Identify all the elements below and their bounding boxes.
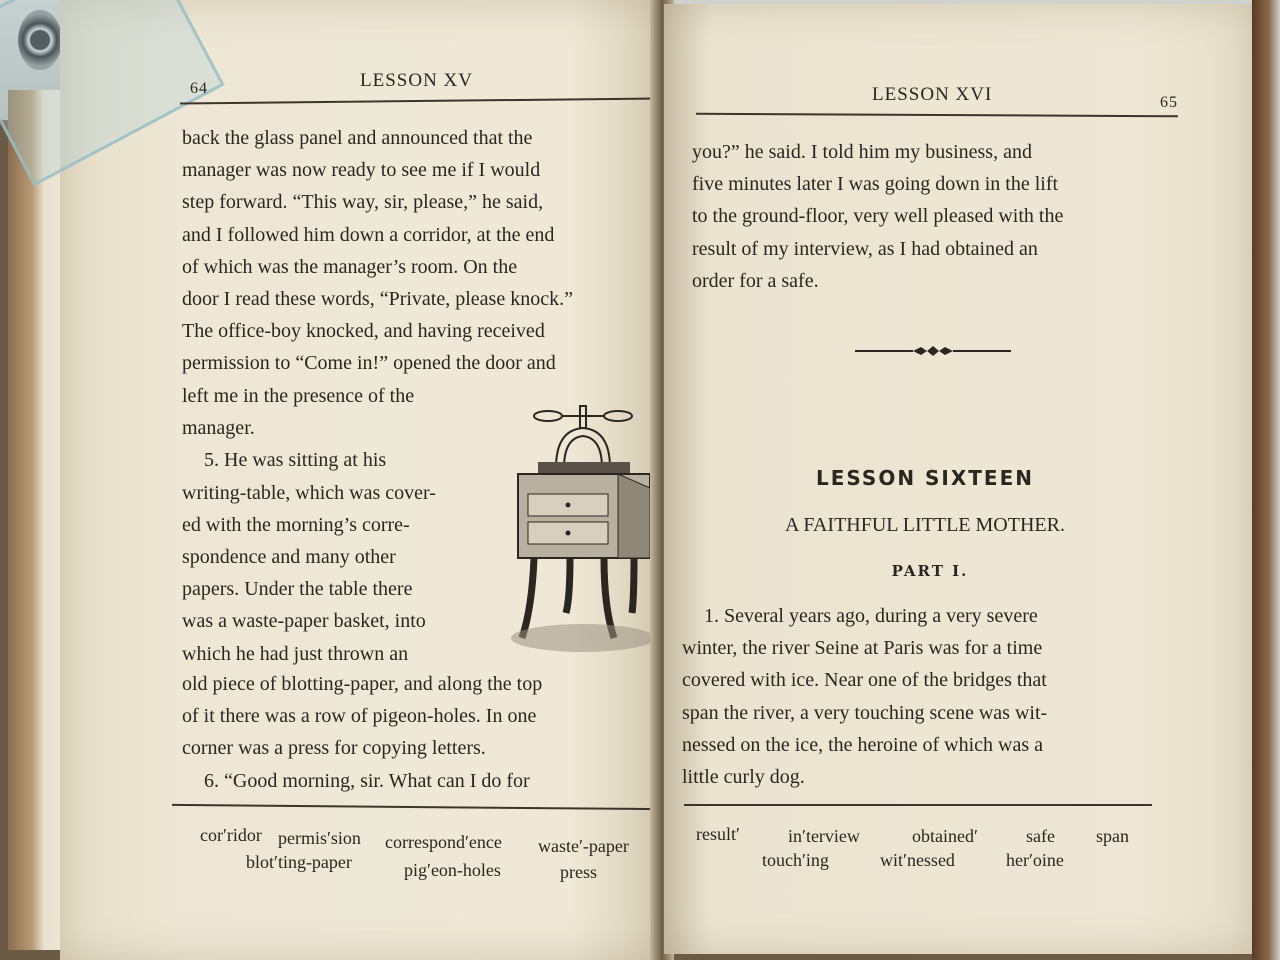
text-line: was a waste-paper basket, into (182, 610, 426, 633)
text-line: of it there was a row of pigeon-holes. In one (182, 705, 537, 728)
left-text-full (182, 122, 656, 380)
text-line: covered with ice. Near one of the bridges that (682, 669, 1047, 692)
text-line: left me in the presence of the (182, 385, 415, 407)
text-line: result of my interview, as I had obtained an (692, 237, 1038, 260)
vocab-word: permis′sion (278, 828, 361, 848)
text-line: manager was now ready to see me if I would (182, 159, 541, 182)
text-line: corner was a press for copying letters. (182, 737, 486, 760)
text-line: five minutes later I was going down in the lift (692, 173, 1059, 196)
text-line: winter, the river Seine at Paris was for a time (682, 637, 1043, 660)
vocab-word: in′terview (788, 826, 860, 846)
right-vocab-rule (684, 804, 1152, 806)
text-line: and I followed him down a corridor, at the end (182, 223, 555, 246)
book-page-edges (8, 90, 68, 950)
text-line: step forward. “This way, sir, please,” he said, (182, 191, 544, 214)
text-line: 6. “Good morning, sir. What can I do for (204, 769, 530, 792)
left-text-narrow (182, 380, 488, 670)
text-line: you?” he said. I told him my business, and (692, 141, 1032, 163)
vocab-word: result′ (696, 824, 740, 844)
text-line: span the river, a very touching scene was wit- (682, 701, 1048, 724)
text-line: spondence and many other (182, 546, 396, 569)
book-cover-edge (1252, 0, 1280, 960)
part-label: PART I. (891, 562, 969, 580)
lesson-title: LESSON SIXTEEN (816, 466, 1034, 490)
left-page-number: 64 (190, 80, 208, 97)
text-line: manager. (182, 417, 255, 440)
section-ornament (855, 344, 1011, 358)
text-line: door I read these words, “Private, please knock.” (182, 288, 573, 311)
text-line: 1. Several years ago, during a very severe (704, 605, 1038, 627)
vocab-word: safe (1026, 826, 1055, 846)
lesson-subtitle: A FAITHFUL LITTLE MOTHER. (785, 514, 1065, 536)
vocab-word: correspond′ence (385, 832, 502, 852)
text-line: to the ground-floor, very well pleased with the (692, 205, 1064, 228)
vocab-word: press (560, 862, 597, 882)
left-running-head: LESSON XV (360, 70, 473, 91)
right-page-number: 65 (1160, 94, 1178, 111)
vocab-word: touch′ing (762, 850, 829, 870)
text-line: little curly dog. (682, 766, 805, 789)
text-line: nessed on the ice, the heroine of which was a (682, 733, 1043, 756)
text-line: papers. Under the table there (182, 578, 413, 601)
vocab-word: obtained′ (912, 826, 978, 846)
text-line: order for a safe. (692, 269, 819, 292)
text-line: old piece of blotting-paper, and along the top (182, 673, 543, 695)
right-text-top (692, 136, 1178, 297)
text-line: ed with the morning’s corre- (182, 513, 410, 536)
text-line: permission to “Come in!” opened the door and (182, 352, 556, 375)
vocab-word: wit′nessed (880, 850, 955, 870)
vocab-word: waste′-paper (538, 836, 629, 856)
text-line: 5. He was sitting at his (204, 449, 387, 472)
vocab-word: blot′ting-paper (246, 852, 352, 872)
text-line: back the glass panel and announced that the (182, 127, 533, 149)
vocab-word: span (1096, 826, 1129, 846)
text-line: The office-boy knocked, and having received (182, 320, 545, 343)
text-line: of which was the manager’s room. On the (182, 255, 518, 278)
vocab-word: her′oine (1006, 850, 1064, 870)
copying-press-illustration (508, 398, 658, 656)
vocab-word: cor′ridor (200, 825, 262, 845)
text-line: writing-table, which was cover- (182, 481, 436, 504)
vocab-word: pig′eon-holes (404, 860, 501, 880)
text-line: which he had just thrown an (182, 642, 409, 665)
left-text-end (182, 668, 656, 797)
right-running-head: LESSON XVI (872, 84, 993, 105)
right-text-bottom (682, 600, 1158, 793)
